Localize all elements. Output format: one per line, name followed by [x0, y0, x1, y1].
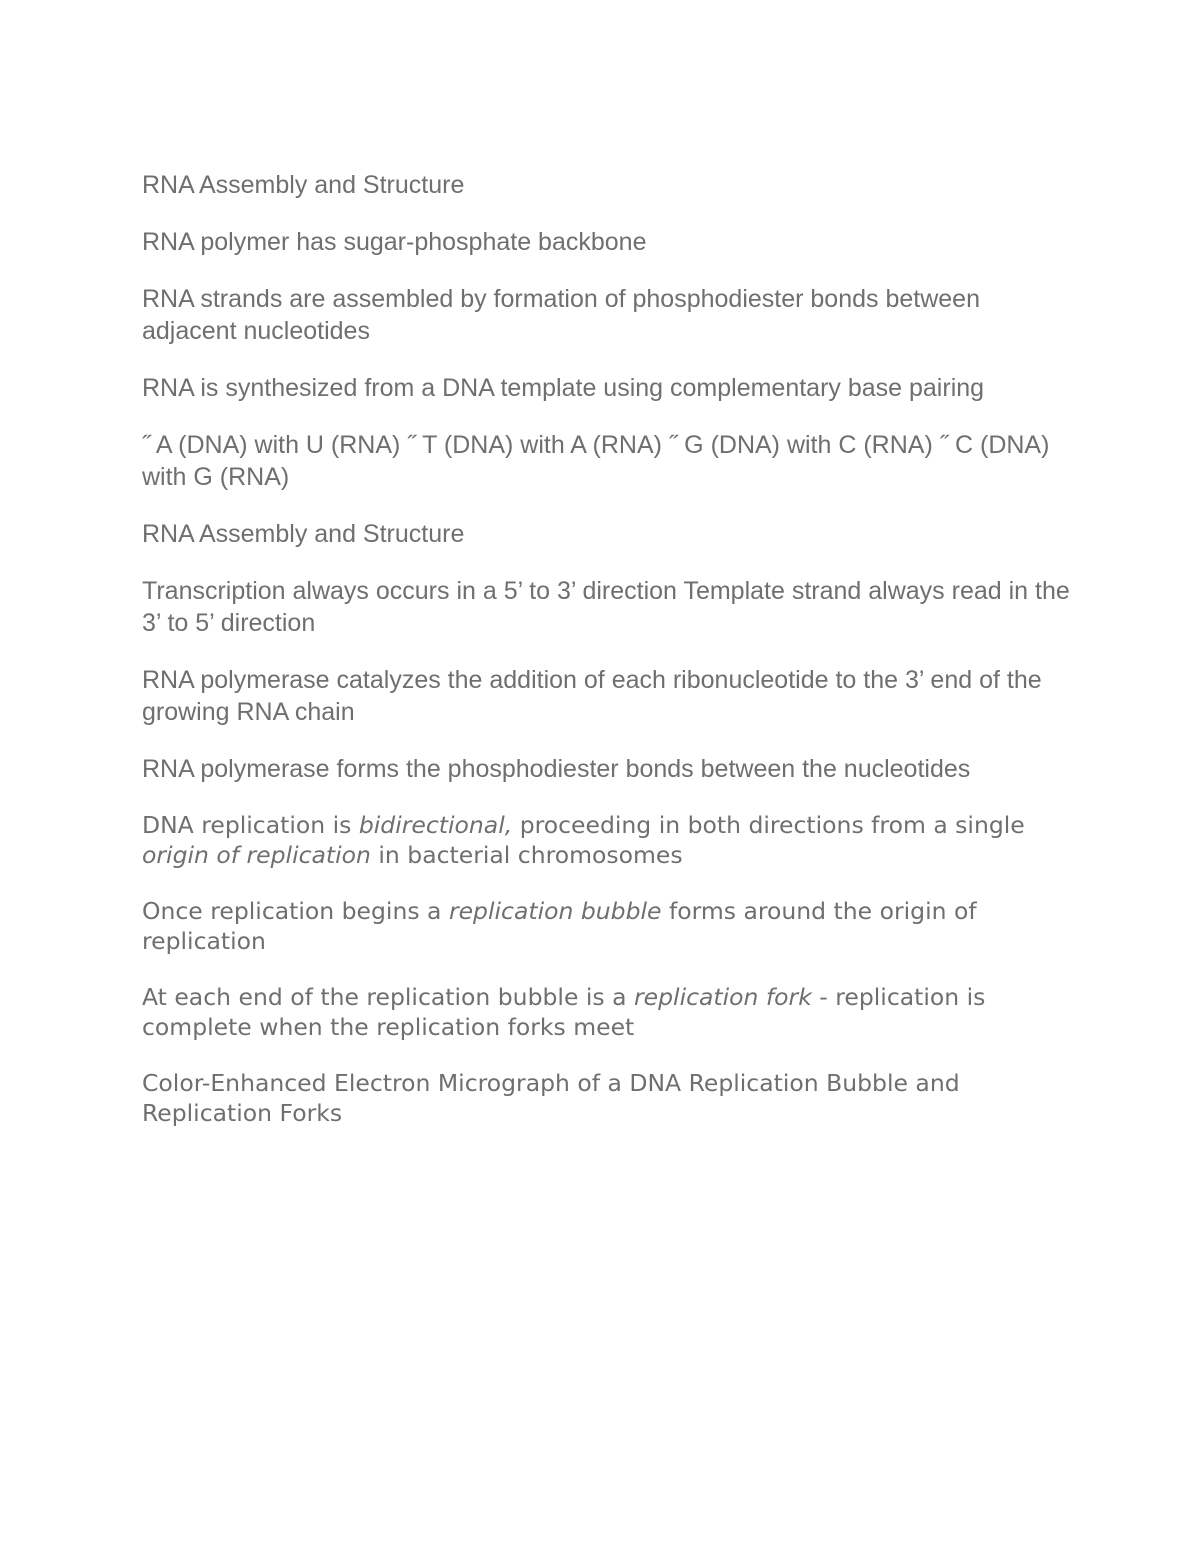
text-run: forms around the origin of replication	[142, 897, 977, 955]
paragraph-replication-fork	[142, 982, 1072, 1042]
italic-term: bidirectional,	[358, 811, 513, 839]
paragraph-template: RNA is synthesized from a DNA template using complementary base pairing	[142, 374, 985, 402]
paragraph-polymerase-bonds: RNA polymerase forms the phosphodiester bonds between the nucleotides	[142, 755, 971, 783]
text-run: At each end of the replication bubble is a	[142, 983, 634, 1011]
text-run: in bacterial chromosomes	[370, 841, 683, 869]
paragraph-bidirectional	[142, 810, 1072, 870]
italic-term: replication bubble	[448, 897, 662, 925]
paragraph-transcription-direction: Transcription always occurs in a 5’ to 3’ direction Template strand always read in the 3’ to 5’ direction	[142, 577, 1070, 637]
paragraph-micrograph-caption: Color-Enhanced Electron Micrograph of a DNA Replication Bubble and Replication Forks	[142, 1069, 960, 1127]
paragraph-backbone: RNA polymer has sugar-phosphate backbone	[142, 228, 647, 256]
heading-rna-assembly: RNA Assembly and Structure	[142, 171, 465, 199]
paragraph-strands: RNA strands are assembled by formation of phosphodiester bonds between adjacent nucleotides	[142, 285, 980, 345]
italic-term: origin of replication	[142, 841, 371, 869]
paragraph-replication-bubble	[142, 896, 1072, 956]
heading-rna-assembly-repeat: RNA Assembly and Structure	[142, 520, 465, 548]
text-run: proceeding in both directions from a single	[512, 811, 1025, 839]
text-run: DNA replication is	[142, 811, 359, 839]
text-run: Once replication begins a	[142, 897, 449, 925]
paragraph-base-pairing: ˝ A (DNA) with U (RNA) ˝ T (DNA) with A (RNA) ˝ G (DNA) with C (RNA) ˝ C (DNA) with G (RNA)	[142, 431, 1050, 491]
document-body	[142, 169, 1072, 1154]
text-run: - replication is complete when the replication forks meet	[142, 983, 986, 1041]
paragraph-polymerase-catalyzes: RNA polymerase catalyzes the addition of each ribonucleotide to the 3’ end of the growing RNA chain	[142, 666, 1042, 726]
italic-term: replication fork	[634, 983, 812, 1011]
